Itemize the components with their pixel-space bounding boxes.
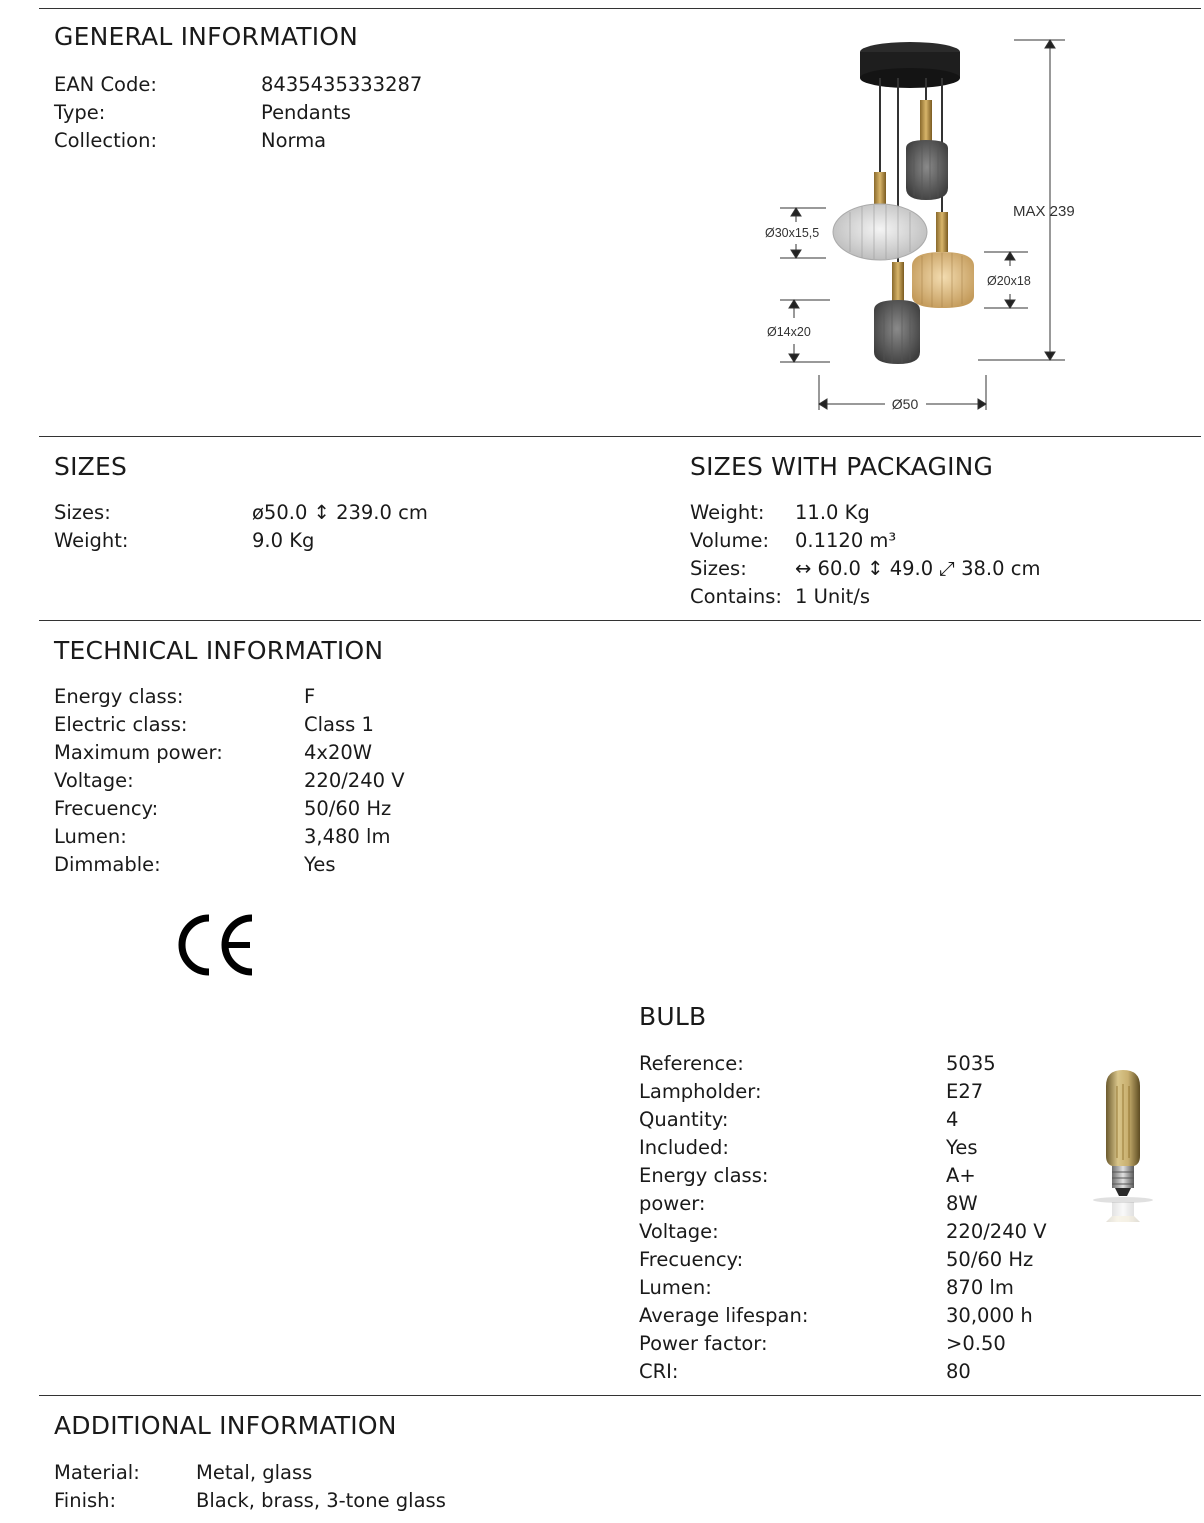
bulb-image [1090, 1066, 1156, 1222]
diameter-label: Ø50 [891, 396, 919, 412]
finish-value: Black, brass, 3-tone glass [196, 1489, 446, 1512]
weight-value: 9.0 Kg [252, 529, 315, 552]
bulb-title: BULB [639, 1002, 707, 1031]
bulb-voltage-value: 220/240 V [946, 1220, 1047, 1243]
sizes-title: SIZES [54, 452, 128, 481]
weight-label: Weight: [54, 529, 129, 552]
bulb-included-label: Included: [639, 1136, 729, 1159]
bulb-quantity-value: 4 [946, 1108, 959, 1131]
bulb-lifespan-label: Average lifespan: [639, 1304, 809, 1327]
frequency-value: 50/60 Hz [304, 797, 392, 820]
shade-amber [912, 252, 974, 308]
max-height-label: MAX 239 [1013, 203, 1075, 220]
energy-class-label: Energy class: [54, 685, 184, 708]
lumen-value: 3,480 lm [304, 825, 391, 848]
pkg-sizes-value: ↔ 60.0 ↕ 49.0 ⤢ 38.0 cm [795, 557, 1041, 580]
canopy [860, 42, 960, 88]
bulb-reference-value: 5035 [946, 1052, 996, 1075]
bulb-power-value: 8W [946, 1192, 978, 1215]
bulb-lampholder-label: Lampholder: [639, 1080, 762, 1103]
material-label: Material: [54, 1461, 140, 1484]
bulb-cri-value: 80 [946, 1360, 971, 1383]
pkg-weight-value: 11.0 Kg [795, 501, 870, 524]
additional-info-title: ADDITIONAL INFORMATION [54, 1411, 397, 1440]
divider [39, 8, 1201, 9]
energy-class-value: F [304, 685, 316, 708]
pkg-contains-value: 1 Unit/s [795, 585, 871, 608]
ce-mark-icon [176, 912, 260, 978]
electric-class-label: Electric class: [54, 713, 188, 736]
ean-code-value: 8435435333287 [261, 73, 423, 96]
bulb-energy-class-value: A+ [946, 1164, 976, 1187]
dimmable-value: Yes [304, 853, 336, 876]
shade-1-dimension-label: Ø30x15,5 [765, 226, 820, 240]
electric-class-value: Class 1 [304, 713, 374, 736]
type-label: Type: [54, 101, 106, 124]
technical-info-title: TECHNICAL INFORMATION [54, 636, 384, 665]
maximum-power-value: 4x20W [304, 741, 373, 764]
bulb-quantity-label: Quantity: [639, 1108, 729, 1131]
bulb-lumen-label: Lumen: [639, 1276, 712, 1299]
bulb-frequency-label: Frecuency: [639, 1248, 744, 1271]
bulb-voltage-label: Voltage: [639, 1220, 719, 1243]
shade-smoke-bottom [874, 300, 920, 364]
bulb-power-factor-label: Power factor: [639, 1332, 768, 1355]
lumen-label: Lumen: [54, 825, 127, 848]
shade-smoke-top [906, 140, 948, 200]
finish-label: Finish: [54, 1489, 117, 1512]
bulb-power-factor-value: >0.50 [946, 1332, 1006, 1355]
shade-3-dimension-label: Ø14x20 [767, 325, 811, 339]
bulb-included-value: Yes [946, 1136, 978, 1159]
type-value: Pendants [261, 101, 351, 124]
pkg-contains-label: Contains: [690, 585, 783, 608]
collection-label: Collection: [54, 129, 158, 152]
bulb-cri-label: CRI: [639, 1360, 679, 1383]
sizes-value: ø50.0 ↕ 239.0 cm [252, 501, 428, 524]
product-dimension-diagram [750, 30, 1100, 425]
voltage-label: Voltage: [54, 769, 134, 792]
pkg-volume-label: Volume: [690, 529, 770, 552]
bulb-energy-class-label: Energy class: [639, 1164, 769, 1187]
voltage-value: 220/240 V [304, 769, 405, 792]
bulb-lifespan-value: 30,000 h [946, 1304, 1033, 1327]
dimmable-label: Dimmable: [54, 853, 161, 876]
bulb-power-label: power: [639, 1192, 706, 1215]
pkg-weight-label: Weight: [690, 501, 765, 524]
divider [39, 620, 1201, 621]
collection-value: Norma [261, 129, 327, 152]
packaging-title: SIZES WITH PACKAGING [690, 452, 994, 481]
divider [39, 436, 1201, 437]
bulb-frequency-value: 50/60 Hz [946, 1248, 1034, 1271]
divider [39, 1395, 1201, 1396]
sizes-label: Sizes: [54, 501, 111, 524]
material-value: Metal, glass [196, 1461, 313, 1484]
general-info-title: GENERAL INFORMATION [54, 22, 359, 51]
pkg-sizes-label: Sizes: [690, 557, 747, 580]
pkg-volume-value: 0.1120 m³ [795, 529, 897, 552]
ean-code-label: EAN Code: [54, 73, 157, 96]
shade-2-dimension-label: Ø20x18 [987, 274, 1031, 288]
bulb-reference-label: Reference: [639, 1052, 744, 1075]
bulb-lumen-value: 870 lm [946, 1276, 1014, 1299]
frequency-label: Frecuency: [54, 797, 159, 820]
shade-clear-globe [833, 204, 927, 260]
maximum-power-label: Maximum power: [54, 741, 223, 764]
bulb-lampholder-value: E27 [946, 1080, 984, 1103]
